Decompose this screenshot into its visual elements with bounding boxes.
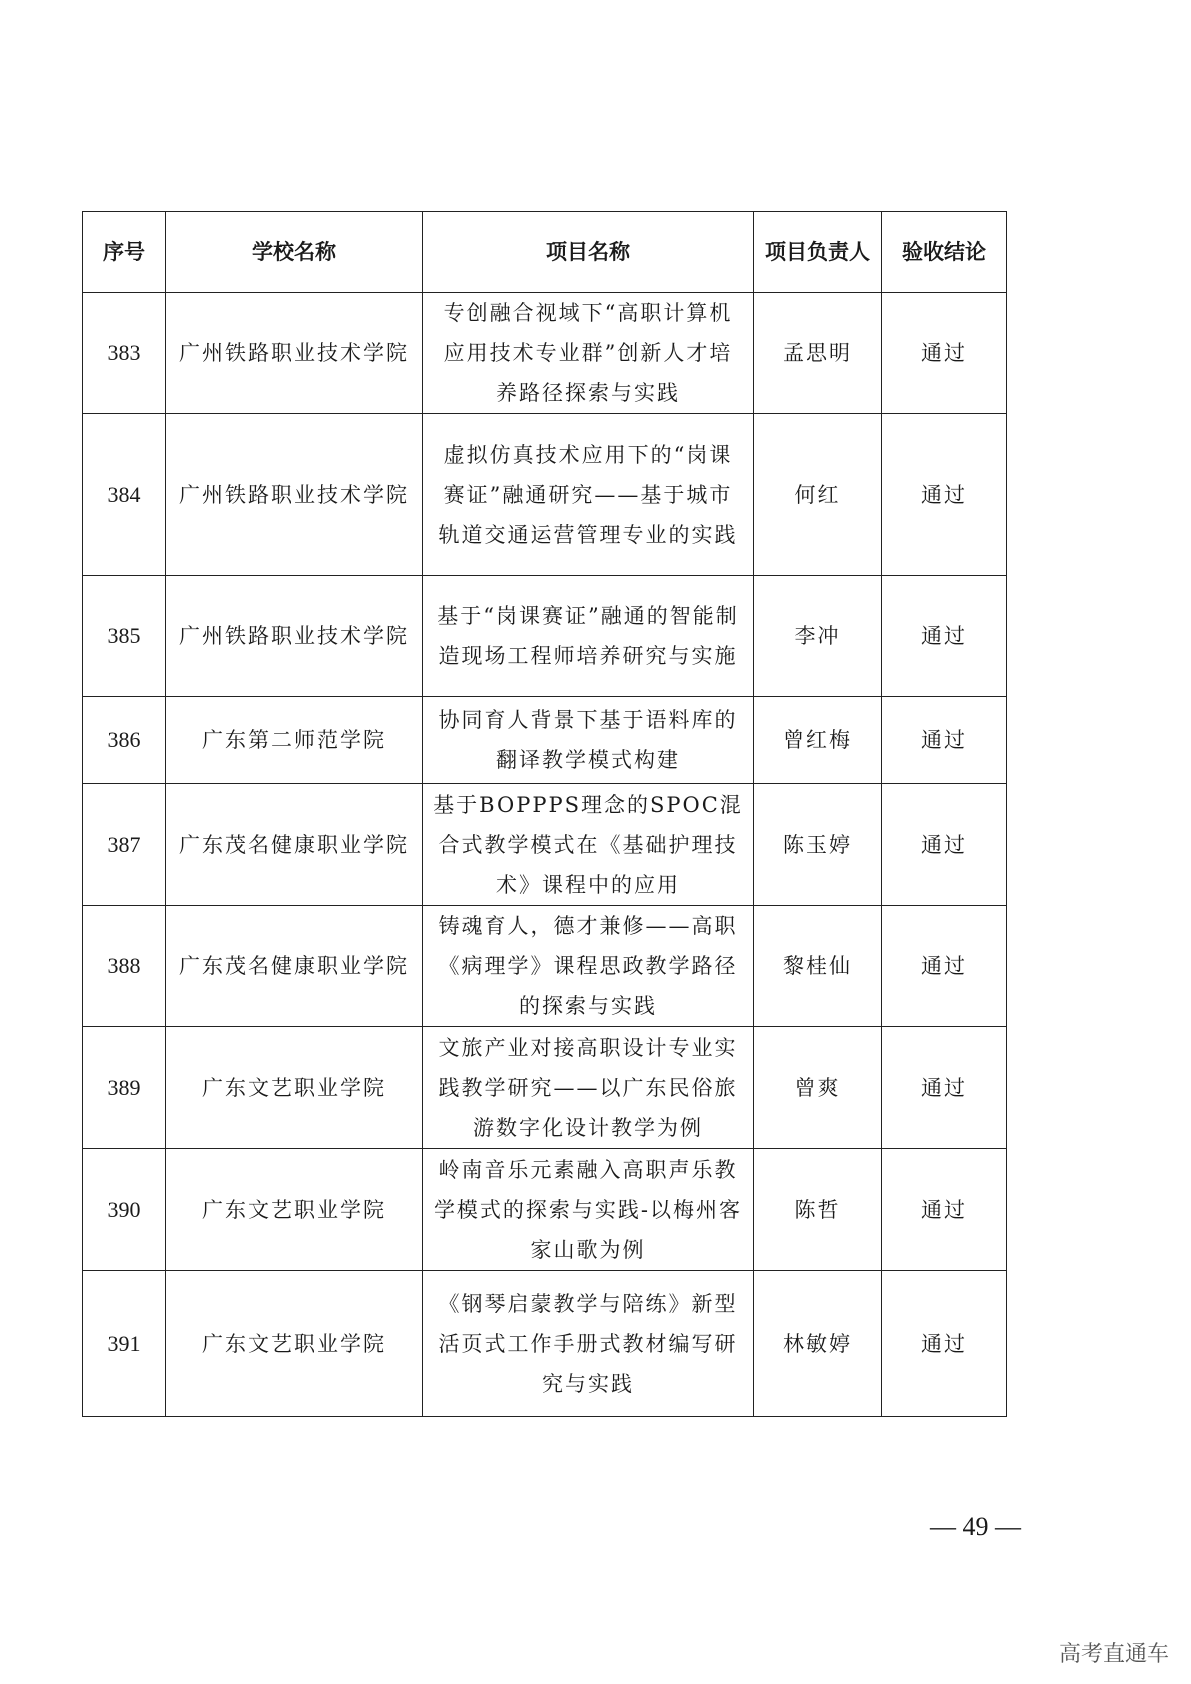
header-school: 学校名称 bbox=[166, 212, 423, 293]
cell-project: 基于BOPPPS理念的SPOC混合式教学模式在《基础护理技术》课程中的应用 bbox=[423, 784, 754, 906]
header-seq: 序号 bbox=[83, 212, 166, 293]
cell-project: 铸魂育人，德才兼修——高职《病理学》课程思政教学路径的探索与实践 bbox=[423, 906, 754, 1027]
page-number: — 49 — bbox=[930, 1512, 1021, 1541]
cell-seq: 385 bbox=[83, 576, 166, 697]
table-row bbox=[83, 576, 1007, 697]
cell-project: 专创融合视域下“高职计算机应用技术专业群”创新人才培养路径探索与实践 bbox=[423, 293, 754, 414]
watermark-text: 高考直通车 bbox=[1058, 1642, 1169, 1667]
cell-result: 通过 bbox=[882, 1027, 1007, 1149]
cell-leader: 何红 bbox=[754, 414, 882, 576]
table-row bbox=[83, 697, 1007, 784]
cell-school: 广东文艺职业学院 bbox=[166, 1027, 423, 1149]
cell-project: 岭南音乐元素融入高职声乐教学模式的探索与实践-以梅州客家山歌为例 bbox=[423, 1149, 754, 1271]
cell-school: 广东文艺职业学院 bbox=[166, 1271, 423, 1417]
cell-seq: 389 bbox=[83, 1027, 166, 1149]
cell-school: 广东茂名健康职业学院 bbox=[166, 784, 423, 906]
cell-result: 通过 bbox=[882, 784, 1007, 906]
table-row bbox=[83, 1271, 1007, 1417]
table-row bbox=[83, 414, 1007, 576]
cell-leader: 曾红梅 bbox=[754, 697, 882, 784]
cell-school: 广东第二师范学院 bbox=[166, 697, 423, 784]
cell-school: 广东文艺职业学院 bbox=[166, 1149, 423, 1271]
cell-result: 通过 bbox=[882, 1149, 1007, 1271]
cell-seq: 390 bbox=[83, 1149, 166, 1271]
cell-leader: 黎桂仙 bbox=[754, 906, 882, 1027]
header-result: 验收结论 bbox=[882, 212, 1007, 293]
cell-seq: 387 bbox=[83, 784, 166, 906]
table-row bbox=[83, 293, 1007, 414]
cell-leader: 林敏婷 bbox=[754, 1271, 882, 1417]
header-project: 项目名称 bbox=[423, 212, 754, 293]
cell-leader: 李冲 bbox=[754, 576, 882, 697]
table-row bbox=[83, 1149, 1007, 1271]
cell-seq: 384 bbox=[83, 414, 166, 576]
cell-leader: 陈哲 bbox=[754, 1149, 882, 1271]
cell-project: 《钢琴启蒙教学与陪练》新型活页式工作手册式教材编写研究与实践 bbox=[423, 1271, 754, 1417]
cell-result: 通过 bbox=[882, 906, 1007, 1027]
table-header-row bbox=[83, 212, 1007, 293]
table-row bbox=[83, 784, 1007, 906]
cell-leader: 曾爽 bbox=[754, 1027, 882, 1149]
table-row bbox=[83, 1027, 1007, 1149]
cell-school: 广州铁路职业技术学院 bbox=[166, 576, 423, 697]
cell-project: 文旅产业对接高职设计专业实践教学研究——以广东民俗旅游数字化设计教学为例 bbox=[423, 1027, 754, 1149]
header-leader: 项目负责人 bbox=[754, 212, 882, 293]
table-row bbox=[83, 906, 1007, 1027]
cell-seq: 386 bbox=[83, 697, 166, 784]
cell-school: 广州铁路职业技术学院 bbox=[166, 414, 423, 576]
cell-result: 通过 bbox=[882, 576, 1007, 697]
cell-school: 广州铁路职业技术学院 bbox=[166, 293, 423, 414]
cell-result: 通过 bbox=[882, 293, 1007, 414]
cell-project: 虚拟仿真技术应用下的“岗课赛证”融通研究——基于城市轨道交通运营管理专业的实践 bbox=[423, 414, 754, 576]
cell-school: 广东茂名健康职业学院 bbox=[166, 906, 423, 1027]
cell-seq: 388 bbox=[83, 906, 166, 1027]
acceptance-results-table bbox=[82, 211, 1007, 1417]
cell-leader: 孟思明 bbox=[754, 293, 882, 414]
cell-seq: 383 bbox=[83, 293, 166, 414]
cell-project: 基于“岗课赛证”融通的智能制造现场工程师培养研究与实施 bbox=[423, 576, 754, 697]
cell-result: 通过 bbox=[882, 697, 1007, 784]
cell-leader: 陈玉婷 bbox=[754, 784, 882, 906]
cell-result: 通过 bbox=[882, 414, 1007, 576]
cell-project: 协同育人背景下基于语料库的翻译教学模式构建 bbox=[423, 697, 754, 784]
cell-seq: 391 bbox=[83, 1271, 166, 1417]
cell-result: 通过 bbox=[882, 1271, 1007, 1417]
